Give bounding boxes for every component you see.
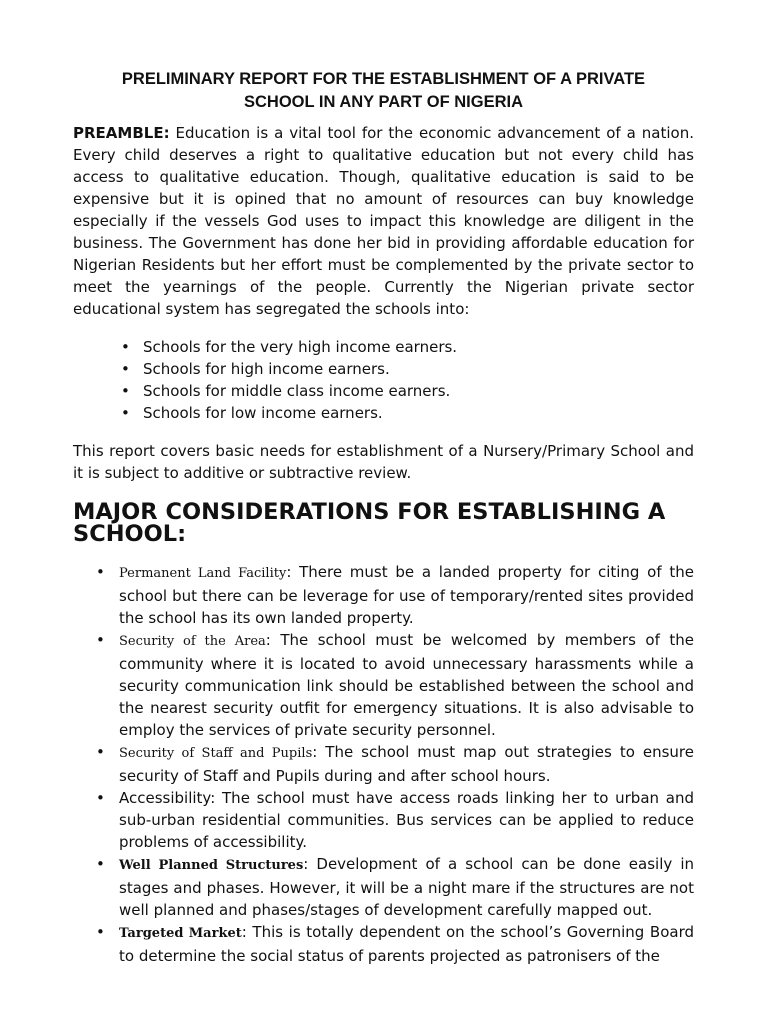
consideration-term: Security of Staff and Pupils	[119, 746, 313, 761]
list-item	[119, 921, 694, 967]
consideration-text: : The school must be welcomed by members of the community where it is located to avoid unnecessary harassments while a security communication link should be established between the school and the nearest security outfit for emergency situations. It is also advisable to employ the services of private security personnel.	[119, 631, 694, 739]
preamble-paragraph	[73, 122, 694, 320]
consideration-text: : The school must map out strategies to ensure security of Staff and Pupils during and after school hours.	[119, 743, 694, 785]
consideration-term: Security of the Area	[119, 634, 266, 649]
consideration-text: : This is totally dependent on the school’s Governing Board to determine the social status of parents projected as patronisers of the	[119, 923, 694, 965]
consideration-term: Permanent Land Facility	[119, 566, 287, 581]
list-item: • Schools for the very high income earners.	[143, 336, 694, 358]
consideration-term: Well Planned Structures	[119, 858, 304, 873]
consideration-text: : There must be a landed property for citing of the school but there can be leverage for use of temporary/rented sites provided the school has its own landed property.	[119, 563, 694, 627]
title-line-2: SCHOOL IN ANY PART OF NIGERIA	[244, 93, 523, 111]
consideration-text: : The school must have access roads linking her to urban and sub-urban residential communities. Bus services can be applied to reduce problems of accessibility.	[119, 789, 694, 851]
list-item: • Schools for low income earners.	[143, 402, 694, 424]
considerations-list	[73, 561, 694, 967]
income-group-list	[73, 336, 694, 424]
consideration-term: Accessibility	[119, 789, 211, 807]
title-line-1: PRELIMINARY REPORT FOR THE ESTABLISHMENT OF A PRIVATE	[121, 70, 646, 88]
list-item	[119, 853, 694, 921]
preamble-text: Education is a vital tool for the economic advancement of a nation. Every child deserves a right to qualitative education but not every child has access to qualitative education. Though, qualitative education is said to be expensive but it is opined that no amount of resources can buy knowledge especially if the vessels God uses to impact this knowledge are diligent in the business. The Government has done her bid in providing affordable education for Nigerian Residents but her effort must be complemented by the private sector to meet the yearnings of the people. Currently the Nigerian private sector educational system has segregated the schools into:	[73, 124, 694, 318]
list-item	[119, 741, 694, 787]
document-title	[73, 68, 694, 114]
preamble-label: PREAMBLE:	[73, 124, 170, 142]
consideration-term: Targeted Market	[119, 926, 242, 941]
list-item	[119, 629, 694, 741]
section-heading: MAJOR CONSIDERATIONS FOR ESTABLISHING A SCHOOL:	[73, 499, 666, 547]
consideration-text: : Development of a school can be done easily in stages and phases. However, it will be a night mare if the structures are not well planned and phases/stages of development carefully mapped out.	[119, 855, 694, 919]
list-item: • Schools for high income earners.	[143, 358, 694, 380]
list-item	[119, 561, 694, 629]
list-item: • Schools for middle class income earners.	[143, 380, 694, 402]
list-item	[119, 787, 694, 853]
report-scope-paragraph: This report covers basic needs for establishment of a Nursery/Primary School and it is subject to additive or subtractive review.	[73, 442, 694, 482]
